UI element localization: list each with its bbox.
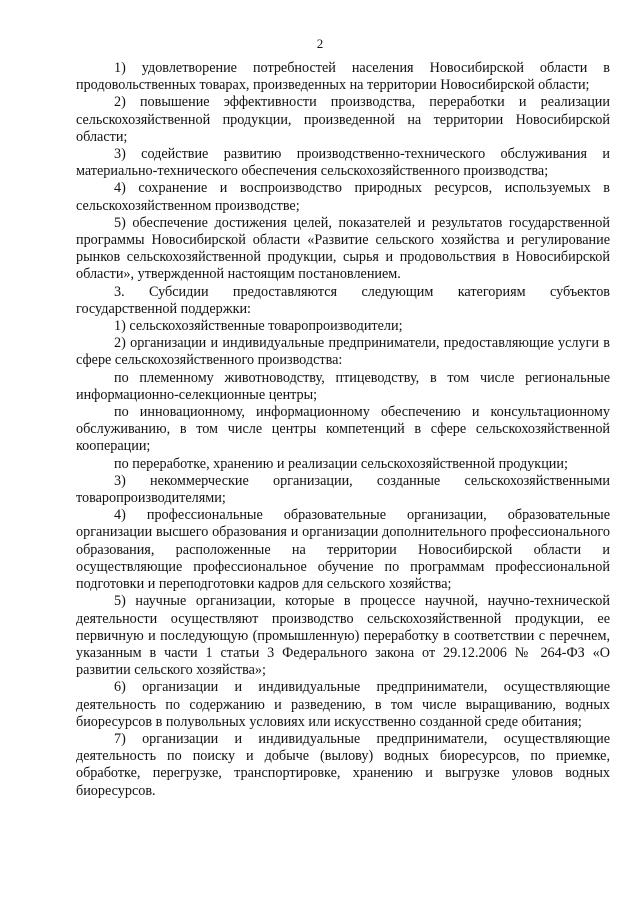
paragraph-subitem-breeding: по племенному животноводству, птицеводству, в том числе региональные информационно-селекционные центры; xyxy=(76,369,610,403)
paragraph-category-4: 4) профессиональные образовательные организации, образовательные организации высшего образования и организации дополнительного профессионального образования, расположенные на территории Новосибирской области и осуществляющие профессиональное обучение по программам профессиональной подготовки и переподготовки кадров для сельского хозяйства; xyxy=(76,507,610,593)
paragraph-subitem-innovation: по инновационному, информационному обеспечению и консультационному обслуживанию, в том числе центры компетенций в сфере сельскохозяйственной кооперации; xyxy=(76,404,610,455)
paragraph-category-1: 1) сельскохозяйственные товаропроизводители; xyxy=(114,318,403,335)
paragraph-section-3: 3. Субсидии предоставляются следующим категориям субъектов государственной поддержки: xyxy=(76,283,610,317)
paragraph-category-3: 3) некоммерческие организации, созданные сельскохозяйственными товаропроизводителями; xyxy=(76,472,610,507)
document-body xyxy=(76,60,610,800)
paragraph-goal-1: 1) удовлетворение потребностей населения Новосибирской области в продовольственных товарах, произведенных на территории Новосибирской области; xyxy=(76,60,610,94)
paragraph-category-2: 2) организации и индивидуальные предприниматели, предоставляющие услуги в сфере сельскохозяйственного производства: xyxy=(76,335,610,369)
paragraph-category-5: 5) научные организации, которые в процессе научной, научно-технической деятельности осуществляют производство сельскохозяйственной продукции, ее первичную и последующую (промышленную) переработку в соответствии с перечнем, указанным в части 1 статьи 3 Федерального закона от 29.12.2006 № 264-ФЗ «О развитии сельского хозяйства»; xyxy=(76,593,610,679)
paragraph-subitem-processing: по переработке, хранению и реализации сельскохозяйственной продукции; xyxy=(114,455,568,472)
page-number: 2 xyxy=(316,36,324,51)
paragraph-category-6: 6) организации и индивидуальные предприниматели, осуществляющие деятельность по содержанию и разведению, в том числе выращиванию, водных биоресурсов в полувольных условиях или искусственно созданной среде обитания; xyxy=(76,679,610,730)
paragraph-goal-2: 2) повышение эффективности производства, переработки и реализации сельскохозяйственной продукции, произведенной на территории Новосибирской области; xyxy=(76,94,610,145)
paragraph-goal-4: 4) сохранение и воспроизводство природных ресурсов, используемых в сельскохозяйственном производстве; xyxy=(76,180,610,214)
paragraph-category-7: 7) организации и индивидуальные предприниматели, осуществляющие деятельность по поиску и добыче (вылову) водных биоресурсов, по приемке, обработке, перегрузке, транспортировке, хранению и выгрузке уловов водных биоресурсов. xyxy=(76,730,610,799)
paragraph-goal-3: 3) содействие развитию производственно-технического обслуживания и материально-технического обеспечения сельскохозяйственного производства; xyxy=(76,146,610,180)
paragraph-goal-5: 5) обеспечение достижения целей, показателей и результатов государственной программы Новосибирской области «Развитие сельского хозяйства и регулирование рынков сельскохозяйственной продукции, сырья и продовольствия в Новосибирской области», утвержденной настоящим постановлением. xyxy=(76,214,610,283)
